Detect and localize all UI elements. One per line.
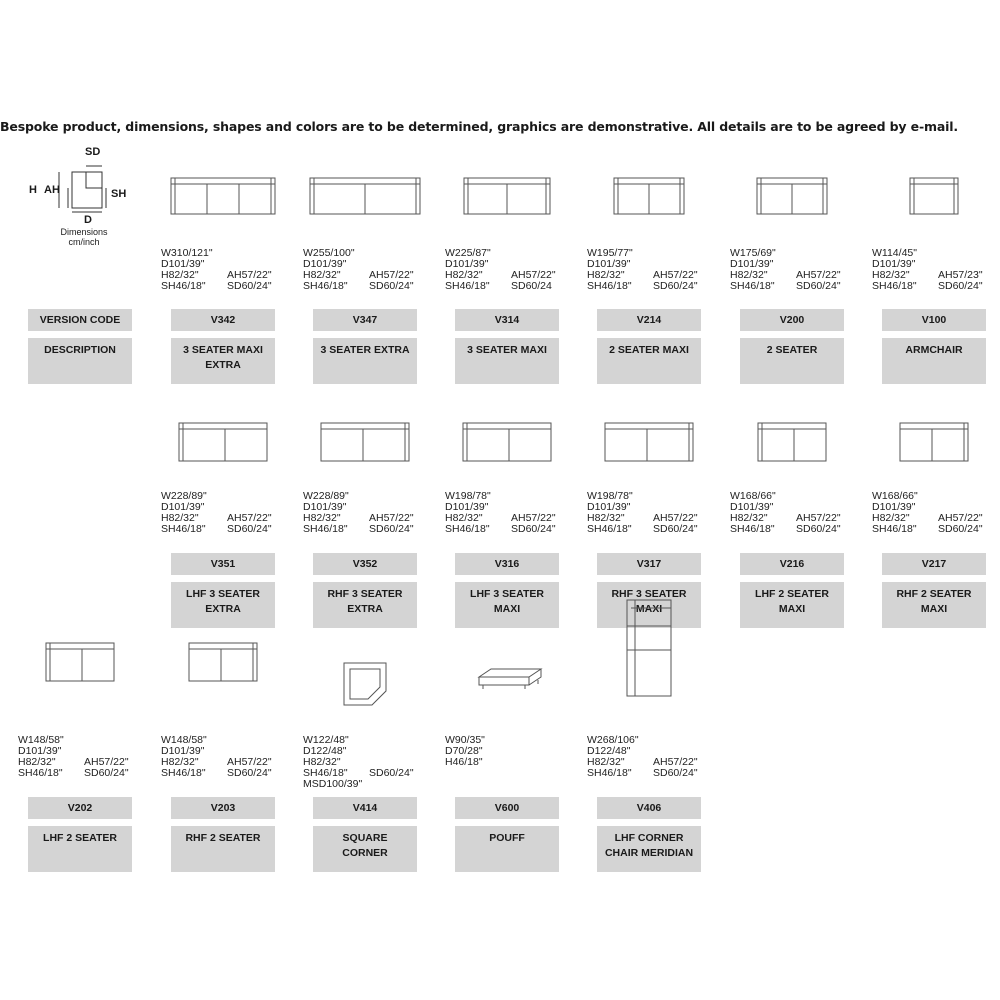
product-drawing [313,635,417,735]
dimension-value: SH46/18" [587,767,632,779]
dimension-value: MSD100/39" [303,778,363,790]
dimension-value: SH46/18" [303,523,348,535]
product-description: 3 SEATER EXTRA [313,338,417,384]
dimension-value: H82/32" [730,512,768,524]
dimension-value: W168/66" [730,490,776,502]
product-drawing [597,600,701,700]
dimension-value: D70/28" [445,745,483,757]
dimension-value: W90/35" [445,734,485,746]
dimension-value-secondary: SD60/24" [796,523,841,535]
version-code: V347 [313,309,417,331]
dimension-value: SH46/18" [303,280,348,292]
dimension-value: W148/58" [18,734,64,746]
dimensions-list [303,491,427,535]
version-code-label: VERSION CODE [28,309,132,331]
version-code: V316 [455,553,559,575]
sofa-outline-icon [171,635,275,735]
dimension-value-secondary: SD60/24" [653,280,698,292]
legend-sh: SH [111,188,127,200]
dimensions-list [872,491,996,535]
dimensions-list [445,248,569,292]
version-code: V216 [740,553,844,575]
dimension-value-secondary: SD60/24" [369,280,414,292]
dimensions-list [445,735,569,768]
dimension-value-secondary: SD60/24" [938,280,983,292]
legend-caption [54,227,114,247]
version-code: V203 [171,797,275,819]
version-code: V317 [597,553,701,575]
dimension-value-secondary: AH57/22" [511,512,556,524]
dimension-value: SH46/18" [730,280,775,292]
dimension-value: W228/89" [303,490,349,502]
dimensions-list [587,491,711,535]
dimension-value-secondary: SD60/24" [369,523,414,535]
version-code: V214 [597,309,701,331]
dimension-value: W228/89" [161,490,207,502]
dimension-value-secondary: AH57/22" [227,512,272,524]
dimension-value: W114/45" [872,247,917,259]
version-code: V217 [882,553,986,575]
product-description: POUFF [455,826,559,872]
dimension-value-secondary: SD60/24" [653,523,698,535]
dimension-value: W268/106" [587,734,639,746]
dimension-value: SH46/18" [730,523,775,535]
dimension-value: SH46/18" [303,767,348,779]
product-description: RHF 2 SEATER MAXI [882,582,986,628]
dimension-value: W195/77" [587,247,633,259]
dimensions-list [303,735,427,790]
dimension-value: H82/32" [161,756,199,768]
dimension-value: D122/48" [303,745,347,757]
dimension-value: W168/66" [872,490,918,502]
product-drawing [455,635,559,735]
product-description: RHF 3 SEATER EXTRA [313,582,417,628]
version-code: V406 [597,797,701,819]
legend-caption-line2: cm/inch [68,237,100,247]
dimension-value-secondary: AH57/22" [227,756,272,768]
dimensions-list [587,248,711,292]
dimension-value-secondary: AH57/22" [227,269,272,281]
dimension-value: W122/48" [303,734,349,746]
dimension-value-secondary: SD60/24 [511,280,552,292]
dimension-value-secondary: SD60/24" [227,280,272,292]
dimension-value: SH46/18" [445,280,490,292]
dimensions-list [730,491,854,535]
dimension-value: D101/39" [18,745,62,757]
dimension-value-secondary: AH57/22" [84,756,129,768]
version-code: V352 [313,553,417,575]
dimension-value-secondary: AH57/22" [796,512,841,524]
legend-sd: SD [85,146,101,158]
dimension-value: SH46/18" [872,523,917,535]
version-code: V342 [171,309,275,331]
dimension-value: H82/32" [161,269,199,281]
dimension-value: H82/32" [303,269,341,281]
dimensions-list [872,248,996,292]
dimension-value-secondary: SD60/24" [227,767,272,779]
product-description: 2 SEATER MAXI [597,338,701,384]
product-description: LHF 2 SEATER [28,826,132,872]
dimension-value-secondary: SD60/24" [938,523,983,535]
dimension-value-secondary: AH57/22" [653,756,698,768]
product-description: RHF 2 SEATER [171,826,275,872]
legend-ah: AH [44,184,60,196]
dimension-value-secondary: AH57/22" [369,512,414,524]
dimension-value: D122/48" [587,745,631,757]
dimension-value: H82/32" [730,269,768,281]
product-description: LHF CORNER CHAIR MERIDIAN [597,826,701,872]
dimension-value-secondary: AH57/22" [653,269,698,281]
dimension-value: W175/69" [730,247,776,259]
dimension-value: H82/32" [303,756,341,768]
description-label: DESCRIPTION [28,338,132,384]
product-description: 3 SEATER MAXI [455,338,559,384]
product-description: ARMCHAIR [882,338,986,384]
sofa-outline-icon [28,635,132,735]
product-description: LHF 3 SEATER MAXI [455,582,559,628]
dimension-value: H82/32" [587,512,625,524]
disclaimer-note: Bespoke product, dimensions, shapes and colors are to be determined, graphics are demonstrative. All details are to be agreed by e-mail. [0,119,959,134]
dimension-value-secondary: SD60/24" [369,767,414,779]
product-drawing [171,635,275,735]
legend-caption-line1: Dimensions [60,227,108,237]
version-code: V100 [882,309,986,331]
sofa-outline-icon [597,600,701,700]
dimensions-list [161,491,285,535]
dimensions-list [587,735,711,779]
dimension-value: D101/39" [730,501,774,513]
dimension-value: D101/39" [161,745,205,757]
version-code: V351 [171,553,275,575]
dimension-value-secondary: SD60/24" [84,767,129,779]
dimension-value: SH46/18" [18,767,63,779]
version-code: V414 [313,797,417,819]
dimension-value: D101/39" [730,258,774,270]
product-description: SQUARE CORNER [313,826,417,872]
dimensions-list [730,248,854,292]
product-description: RHF 3 SEATER MAXI [597,582,701,628]
product-description: 2 SEATER [740,338,844,384]
version-code: V600 [455,797,559,819]
dimensions-list [161,248,285,292]
dimension-value: SH46/18" [445,523,490,535]
dimension-value-secondary: SD60/24" [796,280,841,292]
dimension-value: H82/32" [303,512,341,524]
dimension-value: D101/39" [587,258,631,270]
dimension-value: W198/78" [445,490,491,502]
dimension-value: D101/39" [303,501,347,513]
dimensions-legend [28,146,132,246]
dimension-value: W310/121" [161,247,213,259]
dimension-value: H82/32" [18,756,56,768]
dimension-value: H82/32" [445,269,483,281]
product-drawing [28,635,132,735]
dimensions-list [18,735,142,779]
dimension-value: H82/32" [872,512,910,524]
version-code: V200 [740,309,844,331]
product-description: 3 SEATER MAXI EXTRA [171,338,275,384]
dimension-value: D101/39" [161,258,205,270]
dimension-value: D101/39" [445,501,489,513]
dimension-value-secondary: SD60/24" [511,523,556,535]
legend-h: H [29,184,37,196]
dimension-value: SH46/18" [872,280,917,292]
dimensions-list [445,491,569,535]
dimension-value: H82/32" [587,756,625,768]
legend-d: D [84,214,92,226]
dimension-value: D101/39" [303,258,347,270]
dimension-value: D101/39" [161,501,205,513]
dimension-value-secondary: AH57/22" [511,269,556,281]
dimension-value: D101/39" [587,501,631,513]
dimension-value-secondary: AH57/22" [796,269,841,281]
dimension-value-secondary: AH57/23" [938,269,983,281]
dimensions-list [161,735,285,779]
version-code: V202 [28,797,132,819]
dimension-value: D101/39" [872,258,916,270]
dimension-value: H82/32" [161,512,199,524]
dimension-value: W225/87" [445,247,491,259]
dimension-value-secondary: AH57/22" [938,512,983,524]
version-code: V314 [455,309,559,331]
dimension-value: H82/32" [872,269,910,281]
dimensions-list [303,248,427,292]
dimension-value-secondary: AH57/22" [653,512,698,524]
dimension-value: D101/39" [445,258,489,270]
dimension-value: SH46/18" [161,523,206,535]
dimension-value: D101/39" [872,501,916,513]
product-description: LHF 3 SEATER EXTRA [171,582,275,628]
dimension-value-secondary: SD60/24" [227,523,272,535]
dimension-value: W255/100" [303,247,355,259]
product-description: LHF 2 SEATER MAXI [740,582,844,628]
dimension-value: SH46/18" [161,280,206,292]
dimension-value: W198/78" [587,490,633,502]
dimension-value: H82/32" [587,269,625,281]
sofa-outline-icon [455,635,559,735]
dimension-value-secondary: SD60/24" [653,767,698,779]
dimension-value: SH46/18" [161,767,206,779]
sofa-outline-icon [313,635,417,735]
dimension-value: SH46/18" [587,523,632,535]
dimension-value: W148/58" [161,734,207,746]
dimension-value: H82/32" [445,512,483,524]
dimension-value: SH46/18" [587,280,632,292]
dimension-value-secondary: AH57/22" [369,269,414,281]
dimension-value: H46/18" [445,756,483,768]
